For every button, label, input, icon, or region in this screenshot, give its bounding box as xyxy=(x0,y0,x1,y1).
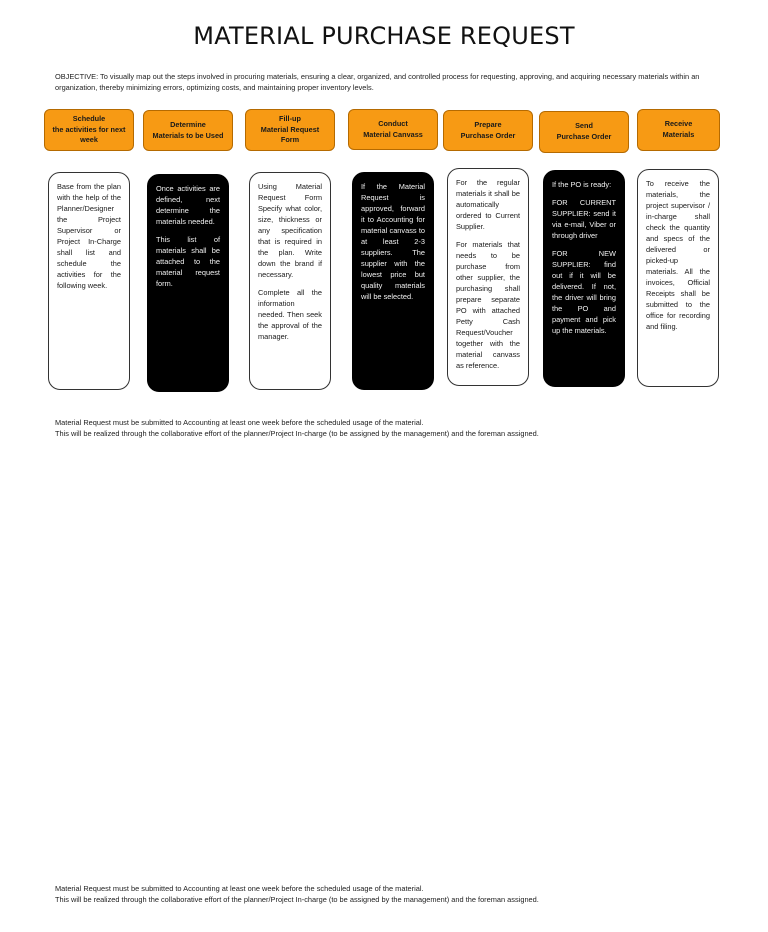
step-paragraph: If the Material Request is approved, forward it to Accounting for material canvass to at least 2-3 suppliers. The supplier with the lowest price but quality materials will be selected. xyxy=(361,182,425,301)
step-description xyxy=(147,174,229,392)
step-paragraph: For the regular materials it shall be automatically ordered to Current Supplier. xyxy=(456,178,520,231)
step-header: Prepare Purchase Order xyxy=(443,110,533,151)
note-line: Material Request must be submitted to Accounting at least one week before the scheduled usage of the material. xyxy=(55,418,424,427)
note-top xyxy=(55,417,735,439)
step-paragraph: To receive the materials, the project supervisor / in-charge shall check the quantity and specs of the delivered or picked-up materials. All the invoices, Official Receipts shall be submitted to the office for recording and filing. xyxy=(646,179,710,331)
step-description xyxy=(352,172,434,390)
step-header: Conduct Material Canvass xyxy=(348,109,438,150)
step-header: Fill-up Material Request Form xyxy=(245,109,335,151)
page-title: MATERIAL PURCHASE REQUEST xyxy=(193,22,575,50)
step-paragraph: FOR NEW SUPPLIER: find out if it will be delivered. If not, the driver will bring the PO and payment and pick up the materials. xyxy=(552,249,616,335)
step-paragraph: This list of materials shall be attached to the material request form. xyxy=(156,235,220,288)
note-line: This will be realized through the collaborative effort of the planner/Project In-charge (to be assigned by the management) and the foreman assigned. xyxy=(55,895,539,904)
step-header: Schedule the activities for next week xyxy=(44,109,134,151)
step-paragraph: Once activities are defined, next determine the materials needed. xyxy=(156,184,220,226)
step-paragraph: FOR CURRENT SUPPLIER: send it via e-mail, Viber or through driver xyxy=(552,198,616,240)
step-description xyxy=(48,172,130,390)
step-paragraph: Complete all the information needed. Then seek the approval of the manager. xyxy=(258,288,322,341)
step-description xyxy=(249,172,331,390)
step-header: Receive Materials xyxy=(637,109,720,151)
step-paragraph: Base from the plan with the help of the Planner/Designer the Project Supervisor or Project In-Charge shall list and schedule the activities for the following week. xyxy=(57,182,121,290)
note-bottom xyxy=(55,883,735,905)
step-header: Determine Materials to be Used xyxy=(143,110,233,151)
note-line: Material Request must be submitted to Accounting at least one week before the scheduled usage of the material. xyxy=(55,884,424,893)
step-paragraph: For materials that needs to be purchase from other supplier, the purchasing shall prepare separate PO with attached Petty Cash Request/Voucher together with the material canvass as reference. xyxy=(456,240,520,370)
step-description xyxy=(543,170,625,387)
objective-text: OBJECTIVE: To visually map out the steps involved in procuring materials, ensuring a clear, organized, and controlled process for requesting, approving, and acquiring necessary materials within an organization, thereby minimizing errors, optimizing costs, and maintaining proper inventory levels. xyxy=(55,72,700,92)
step-header: Send Purchase Order xyxy=(539,111,629,153)
step-description xyxy=(447,168,529,386)
step-description xyxy=(637,169,719,387)
note-line: This will be realized through the collaborative effort of the planner/Project In-charge (to be assigned by the management) and the foreman assigned. xyxy=(55,429,539,438)
step-paragraph: Using Material Request Form Specify what color, size, thickness or any specification that is required in the plan. Write down the brand if necessary. xyxy=(258,182,322,279)
step-paragraph: If the PO is ready: xyxy=(552,180,612,189)
